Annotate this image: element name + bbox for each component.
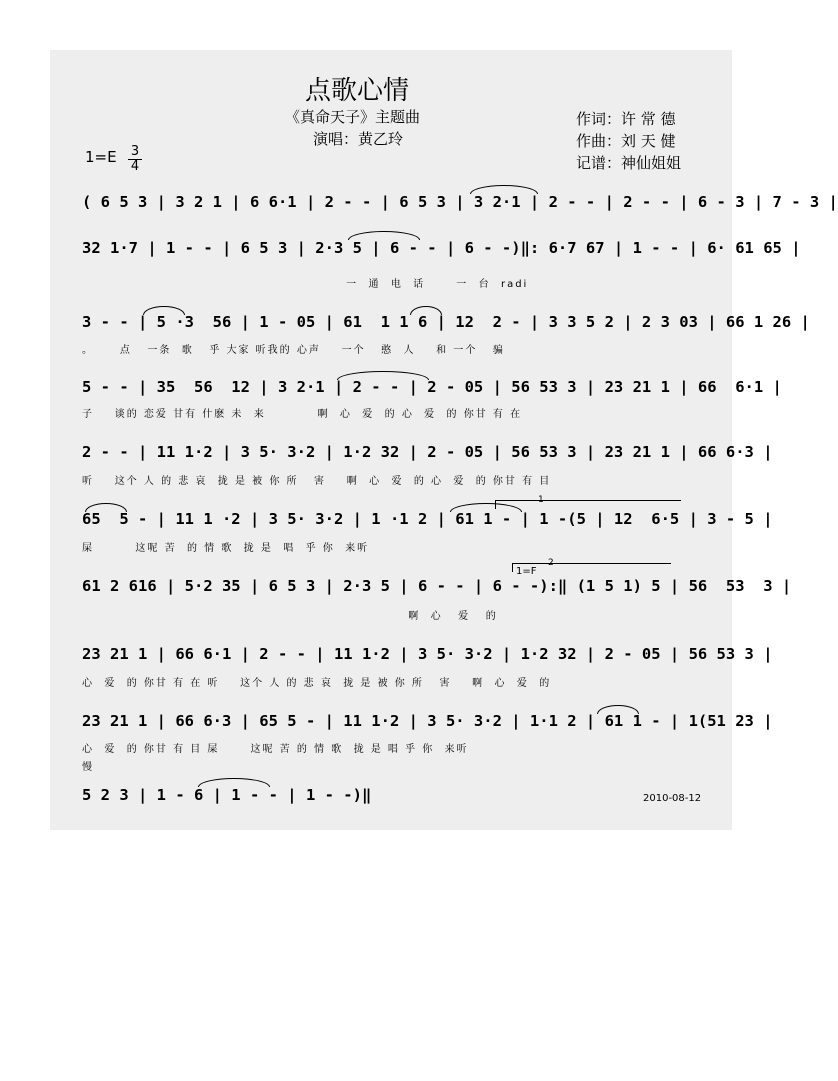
score-row-2 (82, 239, 801, 263)
notation-line: 32 1·7 | 1 - - | 6 5 3 | 2·3 5 | 6 - - | 6 - -)‖: 6·7 67 | 1 - - | 6· 61 65 | (82, 239, 801, 257)
score-row-4 (82, 378, 782, 402)
notation-line: 61 2 616 | 5·2 35 | 6 5 3 | 2·3 5 | 6 - - | 6 - -):‖ (1 5 1) 5 | 56 53 3 | (82, 577, 792, 595)
notation-line: ( 6 5 3 | 3 2 1 | 6 6·1 | 2 - - | 6 5 3 | 3 2·1 | 2 - - | 2 - - | 6 - 3 | 7 - 3 | (82, 193, 838, 211)
singer-credit: 演唱：黄乙玲 (313, 130, 404, 148)
first-ending-bracket (495, 500, 681, 509)
time-signature (128, 145, 142, 174)
page-title: 点歌心情 (305, 76, 410, 106)
lyric-line: 屎 这呢 苦 的 情 歌 拢 是 唱 乎 你 来听 (82, 543, 370, 554)
time-signature-bottom: 4 (130, 159, 140, 174)
composer-credit: 作曲：刘 天 健 (576, 132, 676, 150)
notation-line: 65 5 - | 11 1 ·2 | 3 5· 3·2 | 1 ·1 2 | 61 1 - | 1 -(5 | 12 6·5 | 3 - 5 | (82, 510, 773, 528)
transcriber-credit: 记谱：神仙姐姐 (576, 154, 682, 172)
lyric-line: 心 爱 的 你甘 有 目 屎 这呢 苦 的 情 歌 拢 是 唱 乎 你 来听 慢 (82, 744, 469, 773)
notation-line: 23 21 1 | 66 6·3 | 65 5 - | 11 1·2 | 3 5· 3·2 | 1·1 2 | 61 1 - | 1(51 23 | (82, 712, 773, 730)
date-stamp: 2010-08-12 (643, 793, 702, 804)
subtitle: 《真命天子》主题曲 (285, 108, 421, 126)
score-row-1 (82, 193, 838, 217)
time-signature-top: 3 (128, 145, 142, 160)
notation-line: 2 - - | 11 1·2 | 3 5· 3·2 | 1·2 32 | 2 - 05 | 56 53 3 | 23 21 1 | 66 6·3 | (82, 443, 773, 461)
score-row-6 (82, 510, 773, 534)
first-ending-number: 1 (538, 495, 544, 505)
notation-line: 23 21 1 | 66 6·1 | 2 - - | 11 1·2 | 3 5· 3·2 | 1·2 32 | 2 - 05 | 56 53 3 | (82, 645, 773, 663)
lyric-line: 一 通 电 话 一 台 radi (82, 279, 529, 290)
notation-line: 5 2 3 | 1 - 6 | 1 - - | 1 - -)‖ (82, 786, 372, 804)
score-row-9 (82, 712, 773, 736)
lyric-line: 听 这个 人 的 悲 哀 拢 是 被 你 所 害 啊 心 爱 的 心 爱 的 你甘 有 目 (82, 476, 552, 487)
modulation-mark: 1=F (516, 566, 537, 577)
score-row-7 (82, 577, 792, 601)
score-row-10 (82, 786, 702, 810)
lyric-line: 子 谈的 恋爱 甘有 什麽 未 来 啊 心 爱 的 心 爱 的 你甘 有 在 (82, 409, 523, 420)
score-row-3 (82, 313, 810, 337)
lyric-line: 心 爱 的 你甘 有 在 听 这个 人 的 悲 哀 拢 是 被 你 所 害 啊 心 爱 的 (82, 678, 552, 689)
score-row-5 (82, 443, 773, 467)
lyric-line: 啊 心 爱 的 (82, 611, 498, 622)
lyric-line: 。 点 一条 歌 乎 大家 听我的 心声 一个 憨 人 和 一个 骗 (82, 345, 505, 356)
second-ending-number: 2 (548, 558, 554, 568)
notation-line: 5 - - | 35 56 12 | 3 2·1 | 2 - - | 2 - 05 | 56 53 3 | 23 21 1 | 66 6·1 | (82, 378, 782, 396)
score-row-8 (82, 645, 773, 669)
key-signature: 1=E (85, 148, 117, 166)
lyricist-credit: 作词：许 常 德 (576, 110, 676, 128)
notation-line: 3 - - | 5 ·3 56 | 1 - 05 | 61 1 1 6 | 12 2 - | 3 3 5 2 | 2 3 03 | 66 1 26 | (82, 313, 810, 331)
